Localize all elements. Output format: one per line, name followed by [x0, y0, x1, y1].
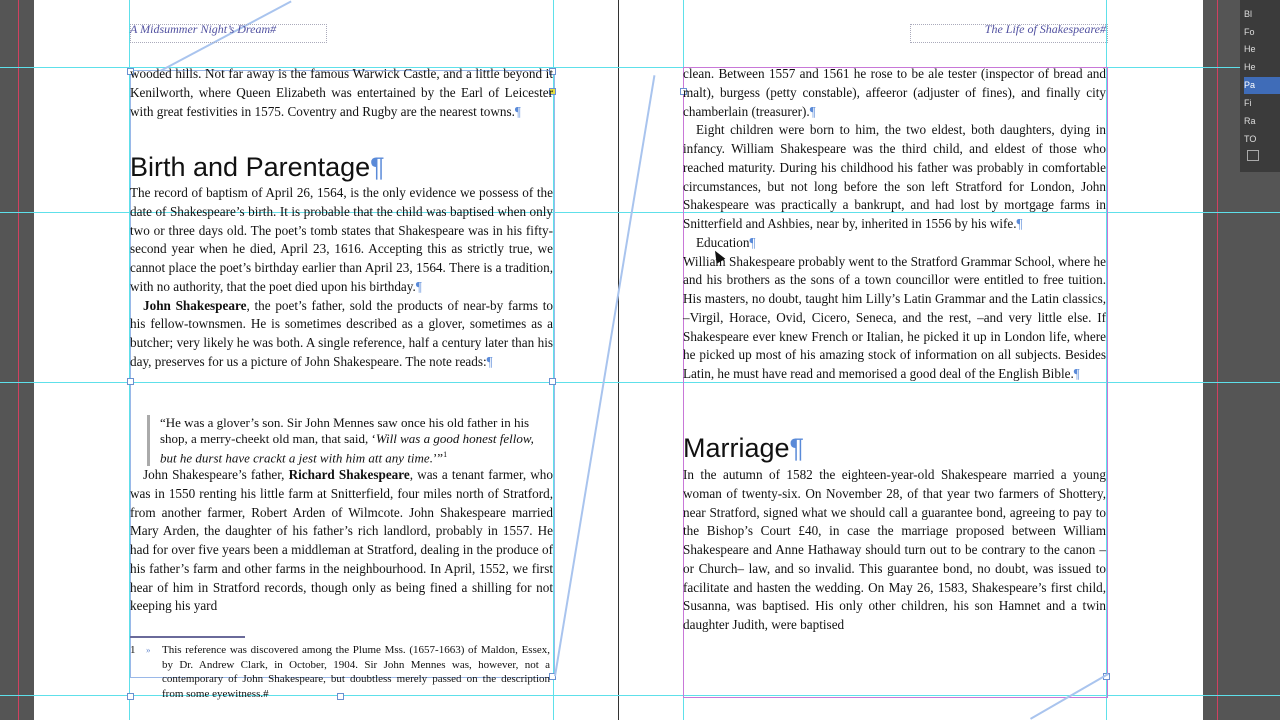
pilcrow-mark: ¶	[1073, 366, 1080, 381]
paragraph-john: , the poet’s father, sold the products of near-by farms to his fellow-townsmen. He is sometimes described as a glover, sometimes as a butcher; very likely he was both. A single reference, half a century later than his day, preserves for us a picture of John Shakespeare. The note reads:	[130, 297, 554, 369]
paragraph-marriage: In the autumn of 1582 the eighteen-year-old Shakespeare married a young woman of twenty-six. On November 28, of that year two farmers of Shottery, near Stratford, signed what we should call a guarantee bond, agreeing to pay to the Bishop’s Court £40, in case the marriage proposed between William Shakespeare and Anne Hathaway should turn out to be contrary to the canon –or Church– law, and so invalid. This guarantee bond, no doubt, was issued to facilitate and hasten the wedding. On May 26, 1583, Shakespeare’s first child, Susanna, was baptised. His only other children, his son Hamnet and a twin daughter Judith, were baptised	[683, 467, 1106, 632]
panel-style-item[interactable]: He	[1244, 44, 1256, 54]
pilcrow-mark: ¶	[415, 278, 422, 294]
quote-end: ’”	[432, 450, 444, 466]
paragraph-richard-pre: John Shakespeare’s father,	[143, 467, 289, 482]
pasteboard-left	[0, 0, 34, 720]
panel-style-item[interactable]: TO	[1244, 134, 1257, 144]
panel-style-item[interactable]: He	[1244, 62, 1256, 72]
heading-text: Marriage	[683, 433, 790, 463]
pilcrow-mark: ¶	[486, 353, 493, 369]
frame-handle[interactable]	[549, 378, 556, 385]
frame-handle[interactable]	[127, 378, 134, 385]
footnote-separator	[130, 636, 245, 638]
bleed-guide-left	[18, 0, 19, 720]
body-text-left-bottom[interactable]	[130, 466, 553, 616]
quote-plain-text: “He was a glover’s son. Sir John Mennes saw once his old father in his shop, a merry-cheekt old man, that said, ‘	[160, 415, 530, 446]
pilcrow-mark: ¶	[809, 103, 816, 119]
panel-style-item[interactable]: Ra	[1244, 116, 1256, 126]
footnote-number: 1	[130, 644, 136, 656]
body-text-left-main[interactable]	[130, 184, 553, 372]
footnote-text: This reference was discovered among the Plume Mss. (1657-1663) of Maldon, Essex, by Dr. Andrew Clark, in October, 1904. Sir John Mennes was, however, not a contemporary of John Shakespeare, but doubtless merely passed on the description from some eyewitness.#	[162, 644, 550, 700]
pilcrow-mark: ¶	[789, 433, 805, 463]
tab-arrow-icon: »	[146, 645, 151, 655]
pilcrow-mark: ¶	[749, 234, 756, 250]
footnote-reference[interactable]: 1	[443, 450, 448, 459]
paragraph-clean: clean. Between 1557 and 1561 he rose to be ale tester (inspector of bread and malt), burgess (petty constable), affeeror (adjuster of fines), and finally city chamberlain (treasurer).	[683, 66, 1106, 119]
paragraph-styles-panel[interactable]	[1240, 0, 1280, 172]
body-text-left-top[interactable]	[130, 65, 553, 121]
paragraph-baptism: The record of baptism of April 26, 1564, is the only evidence we possess of the date of Shakespeare’s birth. It is probable that the child was baptised when only two or three days old. The poet’s tomb states that Shakespeare was in his fifty-second year when he died, April 23, 1616. Accepting this as strictly true, we cannot place the poet’s birthday earlier than April 23, 1564. There is a tradition, with no authority, that the poet died upon his birthday.	[130, 185, 553, 294]
pilcrow-mark: ¶	[1016, 216, 1023, 231]
quote-italic-text: Will was a good honest fellow, but he durst have crackt a jest with him att any time.	[160, 431, 534, 466]
running-head-left: A Midsummer Night’s Dream#	[130, 22, 277, 36]
paragraph-richard: , was a tenant farmer, who was in 1550 renting his little farm at Snitterfield, four miles north of Stratford, from another farmer, Robert Arden of Wilmcote. John Shakespeare married Mary Arden, the daughter of his father’s rich landlord, probably in 1557. He had for over five years been a middleman at Stratford, dealing in the produce of his father’s farm and other farms in the neighbourhood. In April, 1552, we first hear of him in Stratford records, though only as being fined a shilling for not keeping his yard	[130, 467, 553, 614]
panel-style-item[interactable]: Bl	[1244, 9, 1253, 19]
heading-birth-and-parentage[interactable]	[130, 152, 385, 183]
block-quote[interactable]	[147, 415, 552, 466]
body-text-right-top[interactable]	[683, 65, 1106, 384]
paragraph-education: William Shakespeare probably went to the Stratford Grammar School, where he and his brothers as the sons of a town councillor were entitled to free tuition. His masters, no doubt, taught him Lilly’s Latin Grammar and the Latin classics, –Virgil, Horace, Ovid, Cicero, Seneca, and the rest, –and very little else. If Shakespeare ever knew French or Italian, he picked it up in London life, where he picked up most of his amazing stock of information on all subjects. Besides Latin, he must have read and memorised a good deal of the English Bible.	[683, 253, 1106, 381]
footnote[interactable]	[130, 643, 550, 701]
paragraph-children: Eight children were born to him, the two eldest, both daughters, dying in infancy. William Shakespeare was the third child, and eldest of those who reached maturity. During his childhood his father was probably in comfortable circumstances, but not long before the son left Stratford for London, John Shakespeare was practically a bankrupt, and had lost by mortgage farms in Snitterfield and Ashbies, near by, inherited in 1556 by his wife.	[683, 122, 1106, 231]
richard-shakespeare-bold: Richard Shakespeare	[288, 467, 410, 482]
panel-style-item-active[interactable]: Pa	[1244, 77, 1280, 94]
new-style-icon[interactable]	[1247, 150, 1259, 161]
subhead-education: Education	[696, 234, 750, 250]
heading-marriage[interactable]	[683, 433, 804, 464]
body-text-right-bottom[interactable]	[683, 466, 1106, 635]
pilcrow-mark: ¶	[370, 152, 385, 182]
spread-spine	[618, 0, 619, 720]
intro-paragraph: wooded hills. Not far away is the famous Warwick Castle, and a little beyond it Kenilworth, where Queen Elizabeth was entertained by the Earl of Leicester with great festivities in 1575. Coventry and Rugby are the nearest towns.	[130, 66, 553, 119]
john-shakespeare-bold: John Shakespeare	[143, 297, 247, 313]
panel-style-item[interactable]: Fo	[1244, 27, 1255, 37]
pilcrow-mark: ¶	[514, 103, 521, 119]
panel-style-item[interactable]: Fi	[1244, 98, 1252, 108]
bleed-guide-right	[1217, 0, 1218, 720]
running-head-right: The Life of Shakespeare#	[984, 22, 1106, 36]
heading-text: Birth and Parentage	[130, 152, 371, 182]
